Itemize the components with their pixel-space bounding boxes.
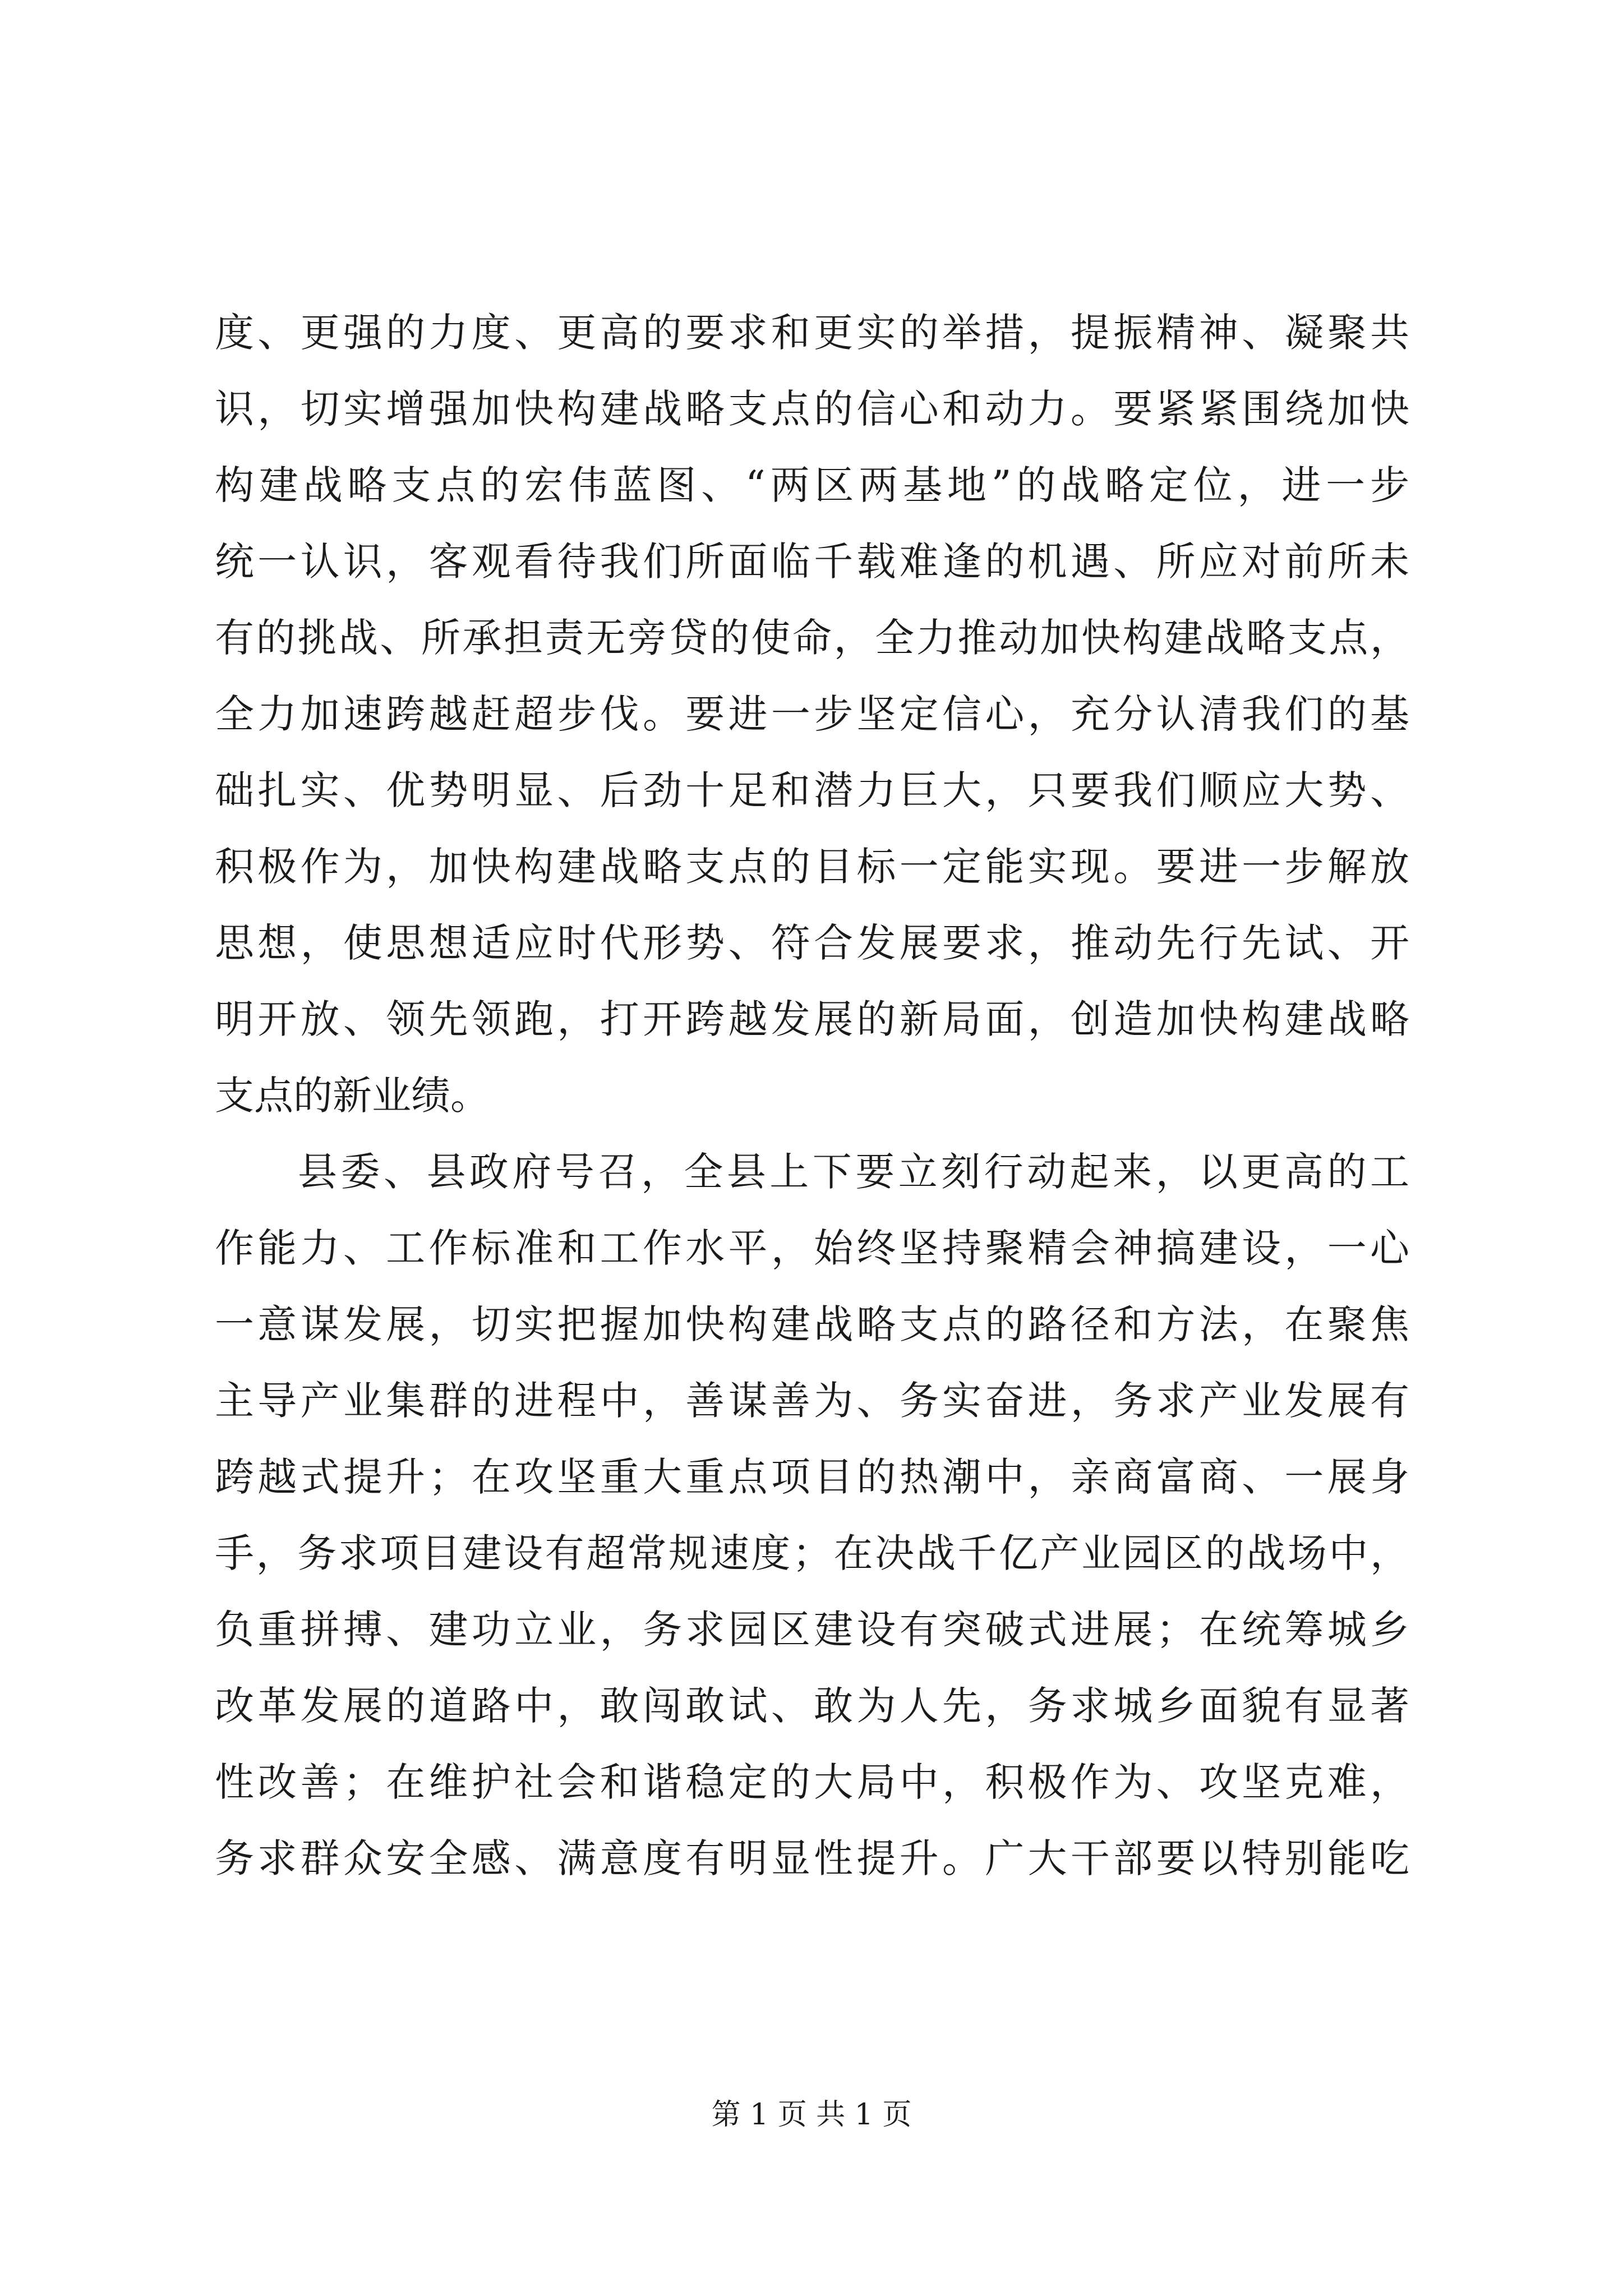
paragraph-2-line-4: 主导产业集群的进程中，善谋善为、务实奋进，务求产业发展有 xyxy=(215,1378,1409,1424)
paragraph-1-line-6: 全力加速跨越赶超步伐。要进一步坚定信心，充分认清我们的基 xyxy=(215,691,1409,737)
paragraph-2-line-9: 性改善；在维护社会和谐稳定的大局中，积极作为、攻坚克难， xyxy=(215,1759,1409,1805)
paragraph-1-line-8: 积极作为，加快构建战略支点的目标一定能实现。要进一步解放 xyxy=(215,844,1409,890)
paragraph-2-line-8: 改革发展的道路中，敢闯敢试、敢为人先，务求城乡面貌有显著 xyxy=(215,1683,1409,1729)
paragraph-1-line-5: 有的挑战、所承担责无旁贷的使命，全力推动加快构建战略支点， xyxy=(215,615,1409,661)
paragraph-1-line-1: 度、更强的力度、更高的要求和更实的举措，提振精神、凝聚共 xyxy=(215,310,1409,356)
paragraph-2-line-6: 手，务求项目建设有超常规速度；在决战千亿产业园区的战场中， xyxy=(215,1530,1409,1576)
paragraph-2-line-5: 跨越式提升；在攻坚重大重点项目的热潮中，亲商富商、一展身 xyxy=(215,1454,1409,1500)
paragraph-2-line-2: 作能力、工作标准和工作水平，始终坚持聚精会神搞建设，一心 xyxy=(215,1225,1409,1271)
paragraph-1-line-9: 思想，使思想适应时代形势、符合发展要求，推动先行先试、开 xyxy=(215,920,1409,966)
page-number: 第 1 页 共 1 页 xyxy=(711,2098,912,2132)
paragraph-1-line-10: 明开放、领先领跑，打开跨越发展的新局面，创造加快构建战略 xyxy=(215,996,1409,1042)
body-text xyxy=(215,295,1409,1897)
paragraph-1-line-11: 支点的新业绩。 xyxy=(215,1073,490,1119)
paragraph-1-line-7: 础扎实、优势明显、后劲十足和潜力巨大，只要我们顺应大势、 xyxy=(215,767,1409,813)
paragraph-1-line-2: 识，切实增强加快构建战略支点的信心和动力。要紧紧围绕加快 xyxy=(215,386,1409,432)
paragraph-2-line-7: 负重拼搏、建功立业，务求园区建设有突破式进展；在统筹城乡 xyxy=(215,1607,1409,1653)
paragraph-2-line-1: 县委、县政府号召，全县上下要立刻行动起来，以更高的工 xyxy=(298,1149,1409,1195)
paragraph-1-line-3: 构建战略支点的宏伟蓝图、“两区两基地”的战略定位，进一步 xyxy=(215,462,1409,508)
paragraph-1-line-4: 统一认识，客观看待我们所面临千载难逢的机遇、所应对前所未 xyxy=(215,539,1409,585)
paragraph-2-line-3: 一意谋发展，切实把握加快构建战略支点的路径和方法，在聚焦 xyxy=(215,1301,1409,1347)
page-footer xyxy=(0,2092,1623,2137)
paragraph-2-line-10: 务求群众安全感、满意度有明显性提升。广大干部要以特别能吃 xyxy=(215,1835,1409,1881)
